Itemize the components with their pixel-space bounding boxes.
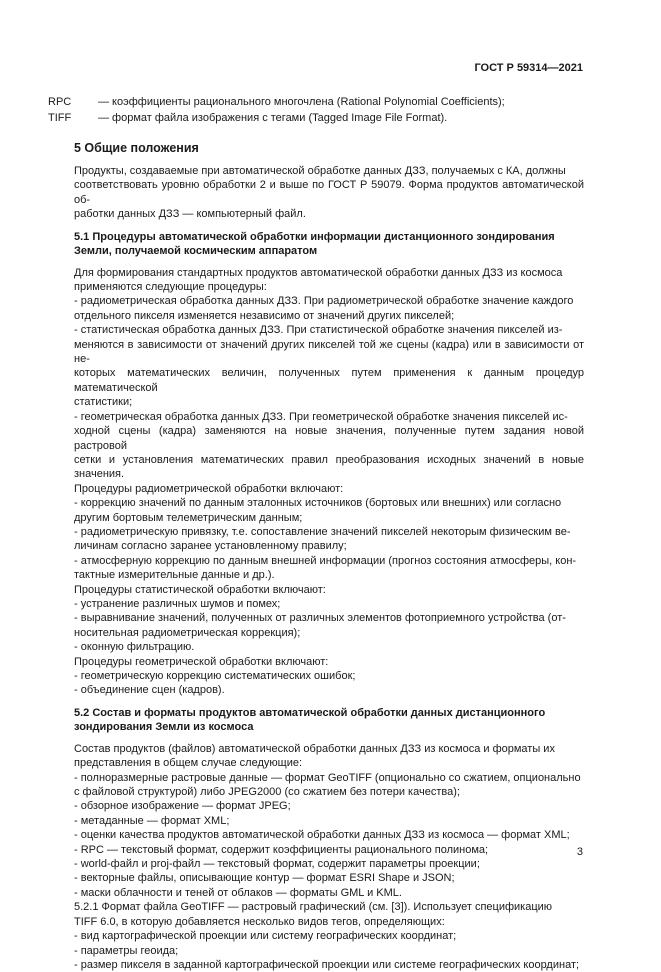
text-line: Земли, получаемой космическим аппаратом xyxy=(74,244,318,257)
text-line: - RPC — текстовый формат, содержит коэффициенты рационального полинома; xyxy=(74,843,489,856)
main-content xyxy=(74,140,584,972)
text-line: - обзорное изображение — формат JPEG; xyxy=(74,800,291,813)
text-line: - коррекцию значений по данным эталонных источников (бортовых или внешних) или согласно xyxy=(74,497,562,510)
text-line: - атмосферную коррекцию по данным внешней информации (прогноз состояния атмосферы, кон- xyxy=(74,554,577,567)
text-line: Для формирования стандартных продуктов автоматической обработки данных ДЗЗ из космоса xyxy=(74,266,563,279)
text-line: работки данных ДЗЗ — компьютерный файл. xyxy=(74,208,306,221)
text-line: сетки и установления математических правил преобразования исходных значений в новые значения. xyxy=(74,453,584,481)
text-line: - радиометрическую привязку, т.е. сопоставление значений пикселей некоторым физическим ве- xyxy=(74,525,571,538)
text-line: - параметры геоида; xyxy=(74,944,179,957)
text-line: TIFF 6.0, в которую добавляется несколько видов тегов, определяющих: xyxy=(74,915,445,928)
text-line: личинам согласно заранее установленному правилу; xyxy=(74,540,347,553)
text-line: - world-файл и proj-файл — текстовый формат, содержит параметры проекции; xyxy=(74,858,480,871)
abbreviation-row xyxy=(48,110,588,126)
text-line: 5.2 Состав и форматы продуктов автоматической обработки данных дистанционного xyxy=(74,706,546,719)
section-5-intro xyxy=(74,164,584,222)
abbreviation-key: TIFF xyxy=(48,112,72,124)
page-number: 3 xyxy=(576,846,583,858)
text-line: - устранение различных шумов и помех; xyxy=(74,597,281,610)
text-line: - оконную фильтрацию. xyxy=(74,641,195,654)
text-line: соответствовать уровню обработки 2 и выше по ГОСТ Р 59079. Форма продуктов автоматической об- xyxy=(74,179,584,206)
text-line: с файловой структурой) либо JPEG2000 (со сжатием без потери качества); xyxy=(74,786,460,799)
text-line: 5.1 Процедуры автоматической обработки информации дистанционного зондирования xyxy=(74,230,555,243)
text-line: - размер пикселя в заданной картографической проекции или системе географических координат; xyxy=(74,958,580,971)
text-line: - векторные файлы, описывающие контур — формат ESRI Shape и JSON; xyxy=(74,872,455,885)
text-line: - геометрическую коррекцию систематических ошибок; xyxy=(74,670,356,682)
abbreviation-row xyxy=(48,94,588,110)
text-line: - оценки качества продуктов автоматической обработки данных ДЗЗ из космоса — формат XML; xyxy=(74,829,570,842)
text-line: ходной сцены (кадра) заменяются на новые значения, полученные путем задания новой растровой xyxy=(74,425,584,452)
text-line: представления в общем случае следующие: xyxy=(74,757,303,770)
text-line: - объединение сцен (кадров). xyxy=(74,684,225,697)
text-line: Продукты, создаваемые при автоматической обработке данных ДЗЗ, получаемых с КА, должны xyxy=(74,165,566,177)
section-5-1-title xyxy=(74,230,584,258)
text-line: - геометрическая обработка данных ДЗЗ. При геометрической обработке значения пикселей ис- xyxy=(74,410,568,423)
text-line: - вид картографической проекции или систему географических координат; xyxy=(74,930,457,943)
text-line: применяются следующие процедуры: xyxy=(74,281,267,294)
text-line: - выравнивание значений, полученных от различных элементов фотоприемного устройства (от- xyxy=(74,612,566,625)
abbreviation-definition: — коэффициенты рационального многочлена (Rational Polynomial Coefficients); xyxy=(98,96,505,108)
abbreviation-definition: — формат файла изображения с тегами (Tagged Image File Format). xyxy=(98,112,448,124)
text-line: - радиометрическая обработка данных ДЗЗ. При радиометрической обработке значение каждого xyxy=(74,295,574,308)
text-line: статистики; xyxy=(74,396,133,409)
section-5-2-title xyxy=(74,706,584,734)
section-5-title: 5 Общие положения xyxy=(74,141,199,155)
text-line: - полноразмерные растровые данные — формат GeoTIFF (опционально со сжатием, опционально xyxy=(74,771,581,784)
text-line: Состав продуктов (файлов) автоматической обработки данных ДЗЗ из космоса и форматы их xyxy=(74,742,555,755)
document-id-header: ГОСТ Р 59314—2021 xyxy=(474,62,583,74)
text-line: Процедуры геометрической обработки включают: xyxy=(74,655,329,668)
abbreviations-list xyxy=(48,94,588,126)
section-5-1-body xyxy=(74,266,584,698)
text-line: другим бортовым телеметрическим данным; xyxy=(74,511,303,524)
text-line: носительная радиометрическая коррекция); xyxy=(74,626,301,639)
abbreviation-key: RPC xyxy=(48,96,72,108)
text-line: - маски облачности и теней от облаков — форматы GML и KML. xyxy=(74,886,402,899)
text-line: меняются в зависимости от значений других пикселей той же сцены (кадра) или в зависимости от не- xyxy=(74,338,584,366)
section-5-2-body xyxy=(74,742,584,972)
text-line: зондирования Земли из космоса xyxy=(74,720,254,733)
text-line: 5.2.1 Формат файла GeoTIFF — растровый графический (см. [3]). Использует спецификацию xyxy=(74,901,553,914)
text-line: - статистическая обработка данных ДЗЗ. При статистической обработке значения пикселей из- xyxy=(74,324,563,337)
text-line: которых математических величин, полученных путем применения к данным процедур математической xyxy=(74,367,584,394)
text-line: тактные измерительные данные и др.). xyxy=(74,569,275,582)
text-line: Процедуры статистической обработки включают: xyxy=(74,583,326,596)
text-line: Процедуры радиометрической обработки включают: xyxy=(74,482,344,495)
text-line: отдельного пикселя изменяется независимо от значений других пикселей; xyxy=(74,309,455,322)
text-line: - метаданные — формат XML; xyxy=(74,814,230,827)
